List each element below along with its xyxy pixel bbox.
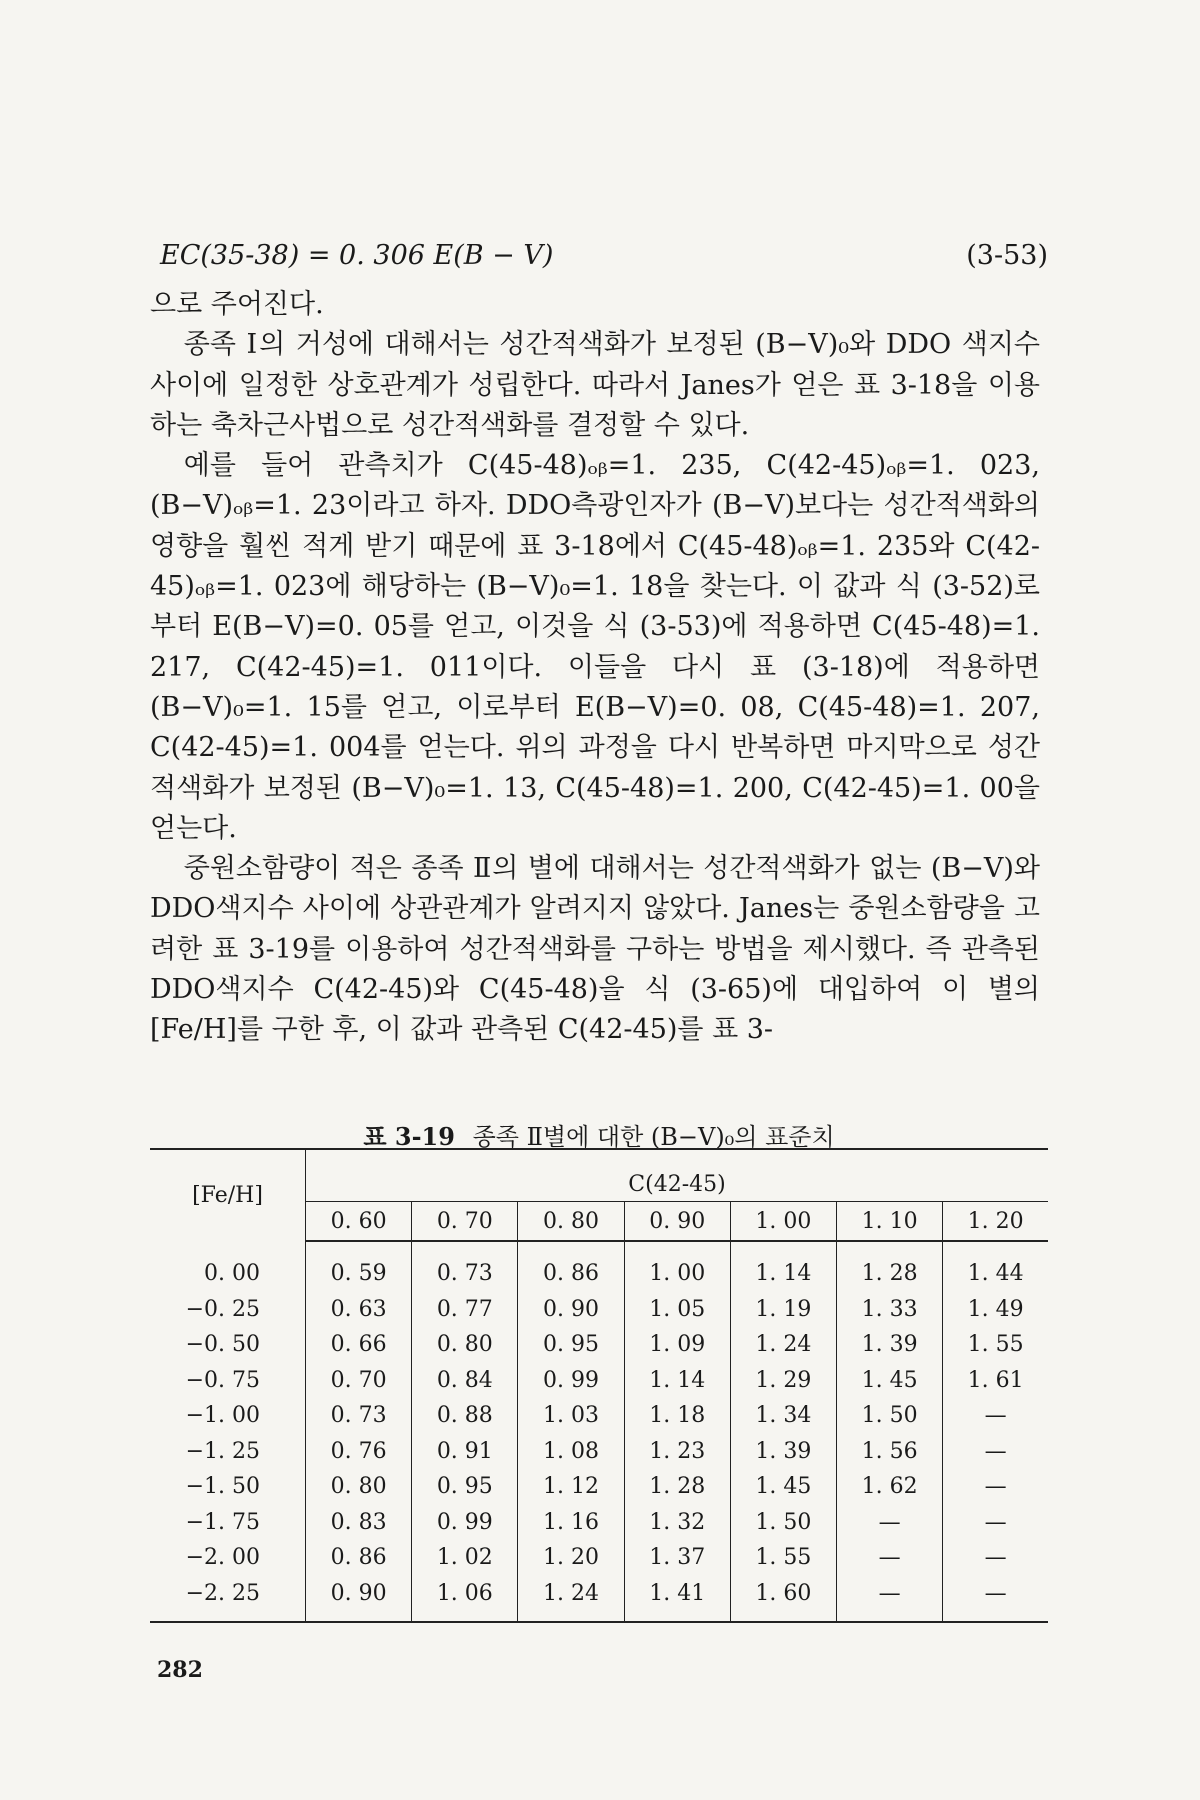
table-cell: 1. 09 bbox=[624, 1327, 730, 1363]
table-cell: 1. 29 bbox=[730, 1363, 836, 1399]
table-cell: 0. 63 bbox=[306, 1292, 412, 1328]
fe-h-value: −0. 50 bbox=[150, 1327, 306, 1363]
equation-3-53 bbox=[160, 240, 1048, 271]
table-cell: 1. 16 bbox=[518, 1505, 624, 1541]
table-cell: 1. 19 bbox=[730, 1292, 836, 1328]
table-row bbox=[150, 1241, 1048, 1292]
table-cell: 1. 39 bbox=[730, 1434, 836, 1470]
table-cell: 1. 37 bbox=[624, 1540, 730, 1576]
table-cell: 0. 91 bbox=[412, 1434, 518, 1470]
table-cell: 1. 60 bbox=[730, 1576, 836, 1623]
table-cell: 1. 33 bbox=[837, 1292, 943, 1328]
table-cell: 1. 20 bbox=[518, 1540, 624, 1576]
table-row bbox=[150, 1469, 1048, 1505]
table-caption-label: 표 3-19 bbox=[363, 1122, 455, 1151]
table-row bbox=[150, 1292, 1048, 1328]
table-cell: 1. 50 bbox=[730, 1505, 836, 1541]
table-cell: 0. 86 bbox=[306, 1540, 412, 1576]
table-cell: 1. 24 bbox=[518, 1576, 624, 1623]
table-cell: — bbox=[943, 1576, 1048, 1623]
paragraph-population-2: 중원소함량이 적은 종족 Ⅱ의 별에 대해서는 성간적색화가 없는 (B−V)와 DDO색지수 사이에 상관관계가 알려지지 않았다. Janes는 중원소함량을 고려한 표 3-19를 이용하여 성간적색화를 구하는 방법을 제시했다. 즉 관측된 DDO색지수 C(42-45)와 C(45-48)을 식 (3-65)에 대입하여 이 별의 [Fe/H]를 구한 후, 이 값과 관측된 C(42-45)를 표 3- bbox=[150, 853, 1040, 1046]
table-cell: — bbox=[984, 1438, 1007, 1464]
table-cell: 1. 32 bbox=[624, 1505, 730, 1541]
column-header: 1. 00 bbox=[730, 1202, 836, 1242]
column-header: 1. 20 bbox=[943, 1202, 1048, 1242]
column-header: 0. 70 bbox=[412, 1202, 518, 1242]
table-cell: — bbox=[984, 1474, 1007, 1500]
table-cell: 0. 66 bbox=[306, 1327, 412, 1363]
table-row bbox=[150, 1434, 1048, 1470]
table-3-19 bbox=[150, 1148, 1048, 1623]
page-number: 282 bbox=[157, 1657, 203, 1683]
equation-text: EC(35-38) = 0. 306 E(B − V) bbox=[160, 240, 554, 271]
table-cell: 0. 90 bbox=[518, 1292, 624, 1328]
table-cell: 1. 62 bbox=[837, 1469, 943, 1505]
table-cell: 1. 24 bbox=[730, 1327, 836, 1363]
table-cell: 1. 06 bbox=[412, 1576, 518, 1623]
table-cell: 0. 80 bbox=[412, 1327, 518, 1363]
column-header: 1. 10 bbox=[837, 1202, 943, 1242]
table-cell: 0. 99 bbox=[412, 1505, 518, 1541]
table-cell: 0. 86 bbox=[518, 1241, 624, 1292]
table-cell: 1. 02 bbox=[412, 1540, 518, 1576]
table-cell: 0. 73 bbox=[306, 1398, 412, 1434]
table-cell: 1. 14 bbox=[624, 1363, 730, 1399]
table-cell: 1. 45 bbox=[730, 1469, 836, 1505]
table-cell: 0. 70 bbox=[306, 1363, 412, 1399]
fe-h-value: −2. 00 bbox=[150, 1540, 306, 1576]
table-row bbox=[150, 1576, 1048, 1623]
table-cell: 0. 80 bbox=[306, 1469, 412, 1505]
table-cell: 1. 05 bbox=[624, 1292, 730, 1328]
table-cell: 0. 59 bbox=[306, 1241, 412, 1292]
table-cell: 1. 45 bbox=[837, 1363, 943, 1399]
fe-h-value: 0. 00 bbox=[150, 1241, 306, 1292]
column-header: 0. 60 bbox=[306, 1202, 412, 1242]
paragraph-continuation: 으로 주어진다. bbox=[150, 289, 324, 320]
table-cell: — bbox=[984, 1509, 1007, 1535]
fe-h-value: −1. 75 bbox=[150, 1505, 306, 1541]
table-cell: 1. 23 bbox=[624, 1434, 730, 1470]
table-cell: 1. 41 bbox=[624, 1576, 730, 1623]
equation-number: (3-53) bbox=[966, 240, 1048, 271]
table-row bbox=[150, 1540, 1048, 1576]
table-cell: 0. 83 bbox=[306, 1505, 412, 1541]
fe-h-value: −2. 25 bbox=[150, 1576, 306, 1623]
table-caption bbox=[150, 1117, 1048, 1152]
table-cell: 1. 28 bbox=[837, 1241, 943, 1292]
table-row bbox=[150, 1505, 1048, 1541]
fe-h-value: −0. 25 bbox=[150, 1292, 306, 1328]
table-cell: 0. 84 bbox=[412, 1363, 518, 1399]
table-cell: 1. 61 bbox=[967, 1367, 1024, 1393]
body-text bbox=[150, 285, 1040, 1051]
table-cell: 0. 95 bbox=[518, 1327, 624, 1363]
table-cell: 0. 76 bbox=[306, 1434, 412, 1470]
table-cell: 1. 34 bbox=[730, 1398, 836, 1434]
table-row bbox=[150, 1327, 1048, 1363]
table-cell: 0. 90 bbox=[306, 1576, 412, 1623]
table-cell: 1. 55 bbox=[967, 1332, 1024, 1358]
fe-h-value: −0. 75 bbox=[150, 1363, 306, 1399]
fe-h-value: −1. 00 bbox=[150, 1398, 306, 1434]
table-cell: 1. 18 bbox=[624, 1398, 730, 1434]
table-cell: — bbox=[984, 1403, 1007, 1429]
column-header: 0. 80 bbox=[518, 1202, 624, 1242]
fe-h-value: −1. 25 bbox=[150, 1434, 306, 1470]
paragraph-population-1: 종족 Ⅰ의 거성에 대해서는 성간적색화가 보정된 (B−V)₀와 DDO 색지수 사이에 일정한 상호관계가 성립한다. 따라서 Janes가 얻은 표 3-18을 이용하는 축차근사법으로 성간적색화를 결정할 수 있다. bbox=[150, 329, 1040, 441]
table-row bbox=[150, 1363, 1048, 1399]
fe-h-value: −1. 50 bbox=[150, 1469, 306, 1505]
table-row bbox=[150, 1398, 1048, 1434]
table-cell: 1. 44 bbox=[967, 1261, 1024, 1287]
table-cell: — bbox=[984, 1545, 1007, 1571]
table-cell: — bbox=[837, 1540, 943, 1576]
table-cell: 0. 73 bbox=[412, 1241, 518, 1292]
table-cell: 1. 55 bbox=[730, 1540, 836, 1576]
table-cell: 1. 14 bbox=[730, 1241, 836, 1292]
table-cell: — bbox=[837, 1576, 943, 1623]
paragraph-example: 예를 들어 관측치가 C(45-48)ₒᵦ=1. 235, C(42-45)ₒᵦ=1. 023, (B−V)ₒᵦ=1. 23이라고 하자. DDO측광인자가 (B−V)보다는 성간적색화의 영향을 훨씬 적게 받기 때문에 표 3-18에서 C(45-48)ₒᵦ=1. 235와 C(42-45)ₒᵦ=1. 023에 해당하는 (B−V)₀=1. 18을 찾는다. 이 값과 식 (3-52)로부터 E(B−V)=0. 05를 얻고, 이것을 식 (3-53)에 적용하면 C(45-48)=1. 217, C(42-45)=1. 011이다. 이들을 다시 표 (3-18)에 적용하면 (B−V)₀=1. 15를 얻고, 이로부터 E(B−V)=0. 08, C(45-48)=1. 207, C(42-45)=1. 004를 얻는다. 위의 과정을 다시 반복하면 마지막으로 성간적색화가 보정된 (B−V)₀=1. 13, C(45-48)=1. 200, C(42-45)=1. 00을 얻는다. bbox=[150, 450, 1040, 844]
table-caption-text: 종족 Ⅱ별에 대한 (B−V)₀의 표준치 bbox=[472, 1123, 835, 1151]
table-cell: 1. 49 bbox=[967, 1296, 1024, 1322]
table-cell: 1. 50 bbox=[837, 1398, 943, 1434]
table-cell: 1. 56 bbox=[837, 1434, 943, 1470]
table-cell: — bbox=[837, 1505, 943, 1541]
table-cell: 0. 77 bbox=[412, 1292, 518, 1328]
table-cell: 1. 08 bbox=[518, 1434, 624, 1470]
column-header: 0. 90 bbox=[624, 1202, 730, 1242]
table-cell: 1. 28 bbox=[624, 1469, 730, 1505]
table-cell: 1. 12 bbox=[518, 1469, 624, 1505]
table-cell: 0. 99 bbox=[518, 1363, 624, 1399]
c42-45-group-header: C(42-45) bbox=[306, 1149, 1049, 1202]
table-cell: 0. 95 bbox=[412, 1469, 518, 1505]
table-cell: 1. 39 bbox=[837, 1327, 943, 1363]
fe-h-header: [Fe/H] bbox=[150, 1149, 306, 1241]
table-cell: 1. 03 bbox=[518, 1398, 624, 1434]
table-cell: 1. 00 bbox=[624, 1241, 730, 1292]
table-cell: 0. 88 bbox=[412, 1398, 518, 1434]
